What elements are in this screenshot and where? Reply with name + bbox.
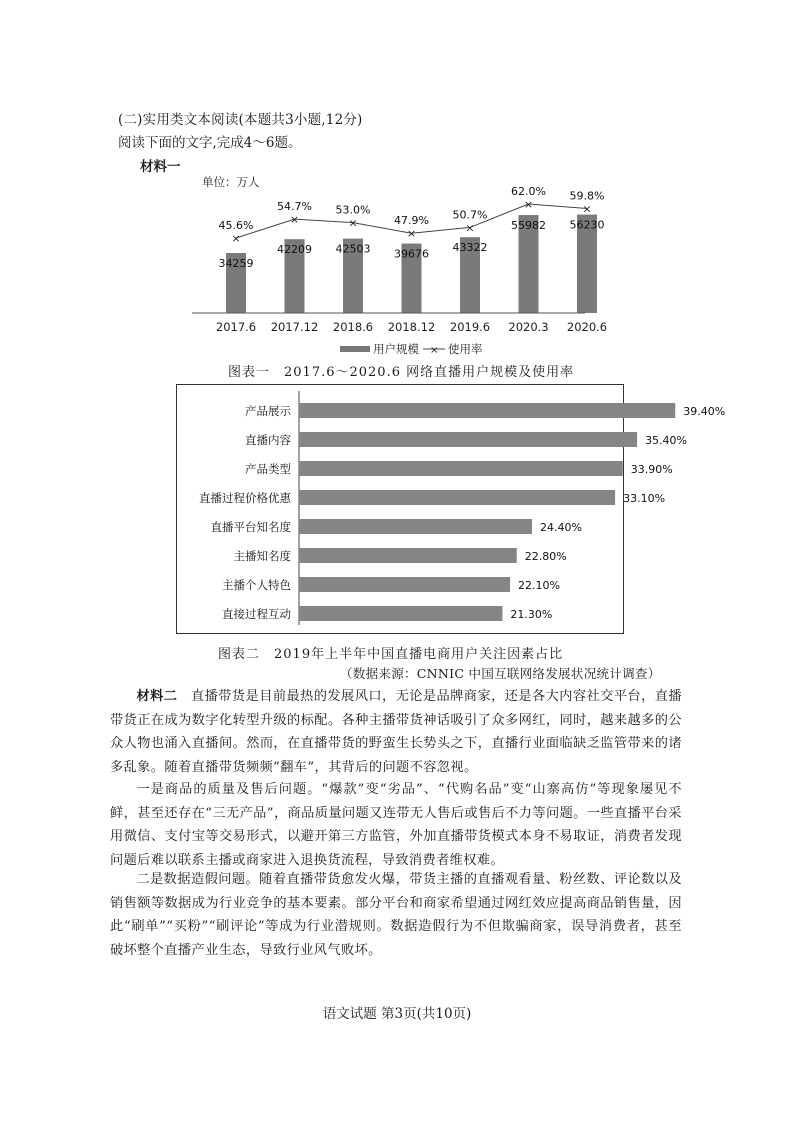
attention-factors-chart xyxy=(177,385,726,633)
user-value-label: 42503 xyxy=(335,242,371,256)
category-label: 产品类型 xyxy=(245,462,291,476)
factor-value-label: 33.90% xyxy=(630,463,673,476)
usage-rate-marker: × xyxy=(582,202,592,216)
category-label: 产品展示 xyxy=(245,404,291,418)
usage-rate-label: 47.9% xyxy=(394,214,429,228)
material-2-label: 材料二 xyxy=(136,689,178,704)
usage-rate-marker: × xyxy=(523,198,534,211)
chart2-caption: 图表二 2019年上半年中国直播电商用户关注因素占比 xyxy=(218,647,564,662)
factor-bar-5 xyxy=(299,548,517,563)
user-value-label: 56230 xyxy=(569,218,605,232)
paragraph-2: 一是商品的质量及售后问题。“爆款”变“劣品”、“代购名品”变“山寨高仿”等现象屡见不鲜，甚至还存在“三无产品”，商品质量问题又连带无人售后或售后不力等问题。一些直播平台采用微信、支付宝等交易形式，以避开第三方监管，外加直播带货模式本身不易取证，消费者发现问题后难以联系主播或商家进入退换货流程，导致消费者维权难。 xyxy=(110,782,682,868)
factor-value-label: 24.40% xyxy=(540,521,582,534)
category-label: 直播过程价格优惠 xyxy=(199,491,291,505)
x-tick-label: 2019.6 xyxy=(449,320,491,334)
attention-factors-chart-frame xyxy=(176,384,726,634)
legend-line-marker: × xyxy=(430,345,439,356)
usage-rate-label: 54.7% xyxy=(277,200,312,214)
category-label: 主播个人特色 xyxy=(222,578,291,592)
category-label: 直播平台知名度 xyxy=(210,520,291,534)
factor-bar-0 xyxy=(299,403,675,418)
x-tick-label: 2018.12 xyxy=(387,320,436,334)
user-scale-chart xyxy=(180,168,608,363)
usage-rate-marker: × xyxy=(348,216,358,230)
material-1-label: 材料一 xyxy=(140,159,181,175)
category-label: 主播知名度 xyxy=(233,549,291,563)
usage-rate-label: 50.7% xyxy=(452,208,488,222)
factor-value-label: 39.40% xyxy=(683,405,726,418)
factor-value-label: 22.10% xyxy=(518,579,561,592)
factor-value-label: 33.10% xyxy=(623,492,666,505)
user-value-label: 55982 xyxy=(511,219,546,233)
usage-rate-label: 59.8% xyxy=(569,189,605,203)
factor-bar-4 xyxy=(299,519,532,534)
factor-bar-1 xyxy=(299,432,637,447)
usage-rate-label: 45.6% xyxy=(218,219,254,232)
x-tick-label: 2020.3 xyxy=(508,320,549,334)
data-source: （数据来源：CNNIC 中国互联网络发展状况统计调查） xyxy=(340,666,661,681)
factor-bar-2 xyxy=(299,461,623,476)
factor-value-label: 35.40% xyxy=(645,434,688,447)
usage-rate-label: 62.0% xyxy=(511,185,546,198)
paragraph-1-text: 直播带货是目前最热的发展风口，无论是品牌商家，还是各大内容社交平台，直播带货正在成为数字化转型升级的标配。各种主播带货神话吸引了众多网红，同时，越来越多的公众人物也涌入直播间。然而，在直播带货的野蛮生长势头之下，直播行业面临缺乏监管带来的诸多乱象。随着直播带货频频“翻车”，其背后的问题不容忽视。 xyxy=(110,689,682,775)
usage-rate-marker: × xyxy=(406,227,417,241)
factor-bar-3 xyxy=(299,490,615,505)
factor-value-label: 22.80% xyxy=(524,550,567,563)
category-label: 直接过程互动 xyxy=(222,607,291,621)
paragraph-3: 二是数据造假问题。随着直播带货愈发火爆，带货主播的直播观看量、粉丝数、评论数以及销售额等数据成为行业竞争的基本要素。部分平台和商家希望通过网红效应提高商品销售量，因此“刷单”“买粉”“刷评论”等成为行业潜规则。数据造假行为不但欺骗商家，误导消费者，甚至破坏整个直播产业生态，导致行业风气败坏。 xyxy=(110,872,682,958)
instruction-text: 阅读下面的文字,完成4～6题。 xyxy=(118,135,302,151)
x-tick-label: 2020.6 xyxy=(566,320,608,334)
x-tick-label: 2018.6 xyxy=(332,320,374,334)
user-value-label: 43322 xyxy=(452,241,488,255)
page-footer: 语文试题 第3页(共10页) xyxy=(322,1006,472,1022)
category-label: 直播内容 xyxy=(245,433,291,447)
factor-bar-7 xyxy=(299,606,502,621)
x-tick-label: 2017.6 xyxy=(215,320,257,334)
legend-line-label: 使用率 xyxy=(448,342,483,356)
user-value-label: 34259 xyxy=(218,257,254,271)
usage-rate-marker: × xyxy=(465,221,475,235)
unit-label: 单位：万人 xyxy=(202,175,260,189)
x-tick-label: 2017.12 xyxy=(270,320,319,334)
user-value-label: 39676 xyxy=(394,247,429,261)
usage-rate-marker: × xyxy=(289,213,300,227)
section-title: (二)实用类文本阅读(本题共3小题,12分) xyxy=(118,112,363,128)
paragraph-1 xyxy=(110,685,682,779)
usage-rate-label: 53.0% xyxy=(335,203,371,217)
usage-rate-marker: × xyxy=(231,232,241,245)
user-value-label: 42209 xyxy=(277,243,312,257)
legend-bar-swatch xyxy=(340,346,370,352)
chart1-caption: 图表一 2017.6～2020.6 网络直播用户规模及使用率 xyxy=(228,365,575,380)
factor-bar-6 xyxy=(299,577,510,592)
factor-value-label: 21.30% xyxy=(510,608,553,621)
legend-bar-label: 用户规模 xyxy=(373,342,419,356)
